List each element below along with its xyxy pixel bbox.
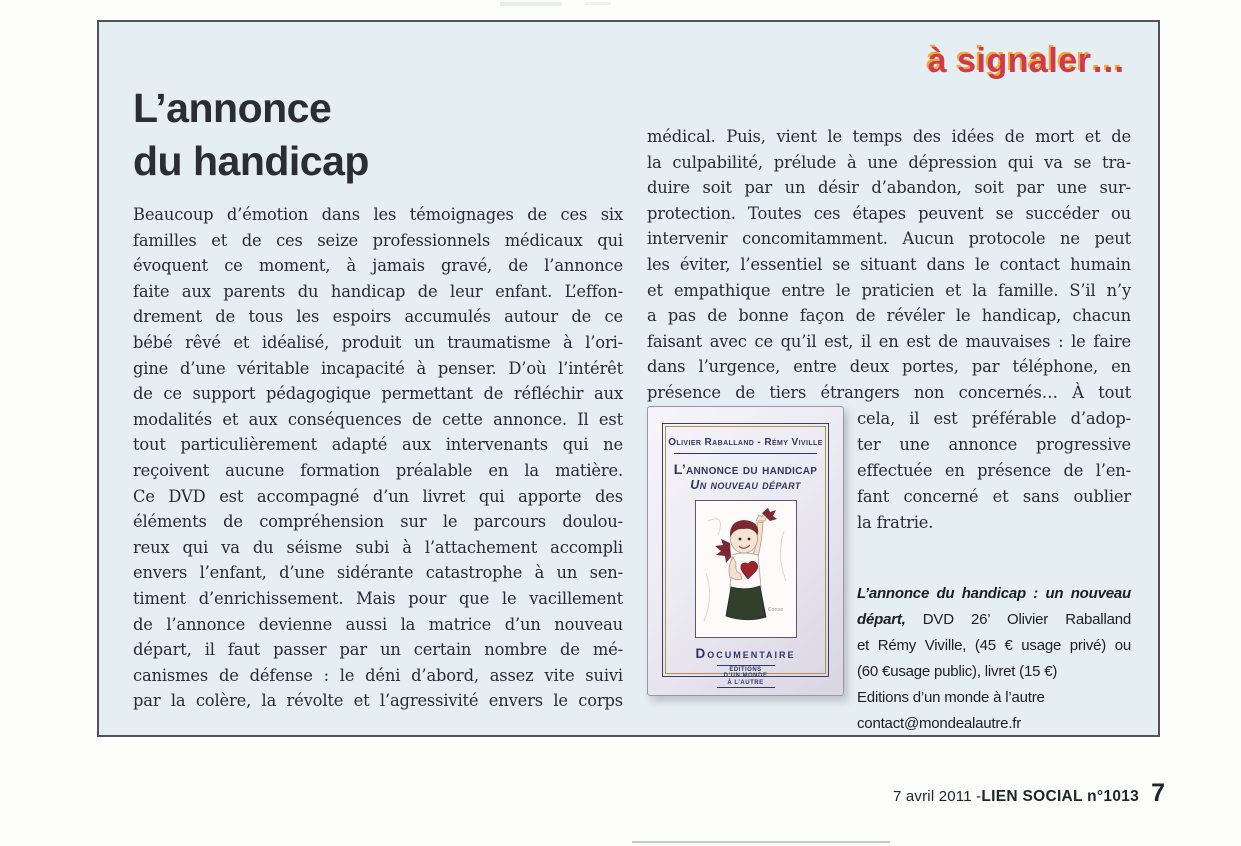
caption-line (857, 685, 1131, 711)
footer-page-number: 7 (1151, 779, 1165, 807)
svg-text:Conso: Conso (767, 606, 783, 613)
publisher-line2: D’UN MONDE (723, 673, 768, 680)
text-line: ter une annonce progressive (857, 434, 1131, 454)
caption-regular-segment: et Rémy Viville, (45 € usage privé) ou (857, 636, 1131, 654)
publisher-line1: ÉDITIONS (729, 666, 762, 673)
caption-regular-segment: (60 €usage public), livret (15 €) (857, 662, 1058, 680)
article-title-line2: du handicap (133, 138, 369, 184)
text-line: faisant avec ce qu’il est, il en est de mauvaises : le faire (647, 331, 1131, 351)
caption-regular-segment: DVD 26’ Olivier Raballand (905, 610, 1131, 628)
text-line: modalités et aux conséquences de cette annonce. Il est (133, 409, 623, 429)
text-line: protection. Toutes ces étapes peuvent se succéder ou (647, 203, 1131, 223)
text-line: canismes de défense : le déni d’abord, assez vite suivi (133, 665, 623, 685)
text-line: la culpabilité, prélude à une dépression qui va se tra- (647, 152, 1131, 172)
text-line: gine d’une véritable incapacité à penser. D’où l’intérêt (133, 358, 623, 378)
text-line: reux qui va du séisme subi à l’attachement accompli (133, 537, 623, 557)
caption-line (857, 581, 1131, 607)
wrapped-text (857, 406, 1131, 536)
caption-bold-segment: départ, (857, 610, 906, 628)
scan-artifact-top (500, 2, 562, 6)
publisher-line3: À L’AUTRE (727, 679, 764, 686)
text-line: cela, il est préférable d’adop- (857, 408, 1131, 428)
page-footer (893, 779, 1165, 808)
text-line: éléments de compréhension sur le parcours doulou- (133, 512, 623, 532)
text-line: Beaucoup d’émotion dans les témoignages de ces six (133, 205, 623, 224)
text-line: de l’annonce devienne aussi la matrice d’un nouveau (133, 614, 623, 634)
caption-email: contact@mondealautre.fr (857, 714, 1022, 732)
text-line: intervenir concomitamment. Aucun protocole ne peut (647, 229, 1131, 249)
scan-artifact-top-2 (585, 2, 611, 5)
text-line: a pas de bonne façon de révéler le handicap, chacun (647, 306, 1131, 326)
right-column (647, 124, 1131, 737)
text-line: fant concerné et sans oublier (857, 486, 1131, 506)
dvd-authors: Olivier Raballand - Rémy Viville (668, 436, 823, 448)
text-line: effectuée en présence de l’en- (857, 460, 1131, 480)
dvd-divider (674, 453, 817, 454)
footer-magazine: LIEN SOCIAL n°1013 (981, 788, 1140, 805)
text-line: envers l’enfant, d’une sidérante catastrophe à un sen- (133, 563, 623, 583)
article-title (133, 82, 369, 188)
text-line: Ce DVD est accompagné d’un livret qui apporte des (133, 486, 623, 506)
caption-line (857, 659, 1131, 685)
text-line: et empathique entre le praticien et la famille. S’il n’y (647, 280, 1131, 300)
text-line: évoquent ce moment, à jamais gravé, de l’annonce (133, 256, 623, 276)
text-line: duire soit par un désir d’abandon, soit par une sur- (647, 178, 1131, 198)
right-column-text (647, 124, 1131, 406)
text-line: drement de tous les espoirs accumulés autour de ce (133, 307, 623, 327)
text-line: familles et de ces seize professionnels médicaux qui (133, 230, 623, 250)
dvd-cover-photo (647, 406, 844, 696)
dvd-side-column (857, 406, 1131, 737)
dvd-cover-frame-inner (665, 426, 826, 686)
caption-bold-segment: L’annonce du handicap : un nouveau (857, 584, 1131, 602)
text-line: départ, il faut passer par un certain nombre de mé- (133, 640, 623, 660)
text-line: médical. Puis, vient le temps des idées de mort et de (647, 127, 1131, 146)
text-line: timent d’enrichissement. Mais pour que le vacillement (133, 588, 623, 608)
caption-line (857, 607, 1131, 633)
text-line: par la colère, la révolte et l’agressivité envers le corps (133, 691, 623, 711)
text-line: bébé rêvé et idéalisé, produit un traumatisme à l’ori- (133, 332, 623, 352)
dvd-section (647, 406, 1131, 737)
article-title-line1: L’annonce (133, 85, 332, 131)
text-line: les éviter, l’essentiel se situant dans le contact humain (647, 254, 1131, 274)
footer-date: 7 avril 2011 - (892, 788, 982, 805)
text-line: la fratrie. (857, 512, 934, 532)
text-line: dans l’urgence, entre deux portes, par téléphone, en (647, 357, 1131, 377)
dvd-caption (857, 581, 1131, 737)
caption-line-email (857, 711, 1131, 737)
text-line: faite aux parents du handicap de leur enfant. L’effon- (133, 281, 623, 301)
text-line: de ce support pédagogique permettant de réfléchir aux (133, 384, 623, 404)
girl-illustration-drawing (695, 500, 797, 638)
dvd-genre: Documentaire (695, 645, 796, 661)
scan-artifact-bottom (632, 841, 890, 843)
caption-line (857, 633, 1131, 659)
dvd-title: L’annonce du handicap (673, 460, 818, 477)
text-line: tout particulièrement adapté aux intervenants qui ne (133, 435, 623, 455)
article-box (97, 20, 1160, 737)
section-label: à signaler… (927, 42, 1126, 80)
dvd-cover-frame (662, 423, 829, 686)
text-line: présence de tiers étrangers non concernés… À tout (647, 382, 1131, 402)
caption-regular-segment: Editions d’un monde à l’autre (857, 688, 1045, 706)
dvd-subtitle: Un nouveau départ (690, 477, 801, 492)
left-column (133, 202, 623, 714)
text-line: reçoivent aucune formation préalable en la matière. (133, 460, 623, 480)
publisher-logo (717, 665, 775, 689)
